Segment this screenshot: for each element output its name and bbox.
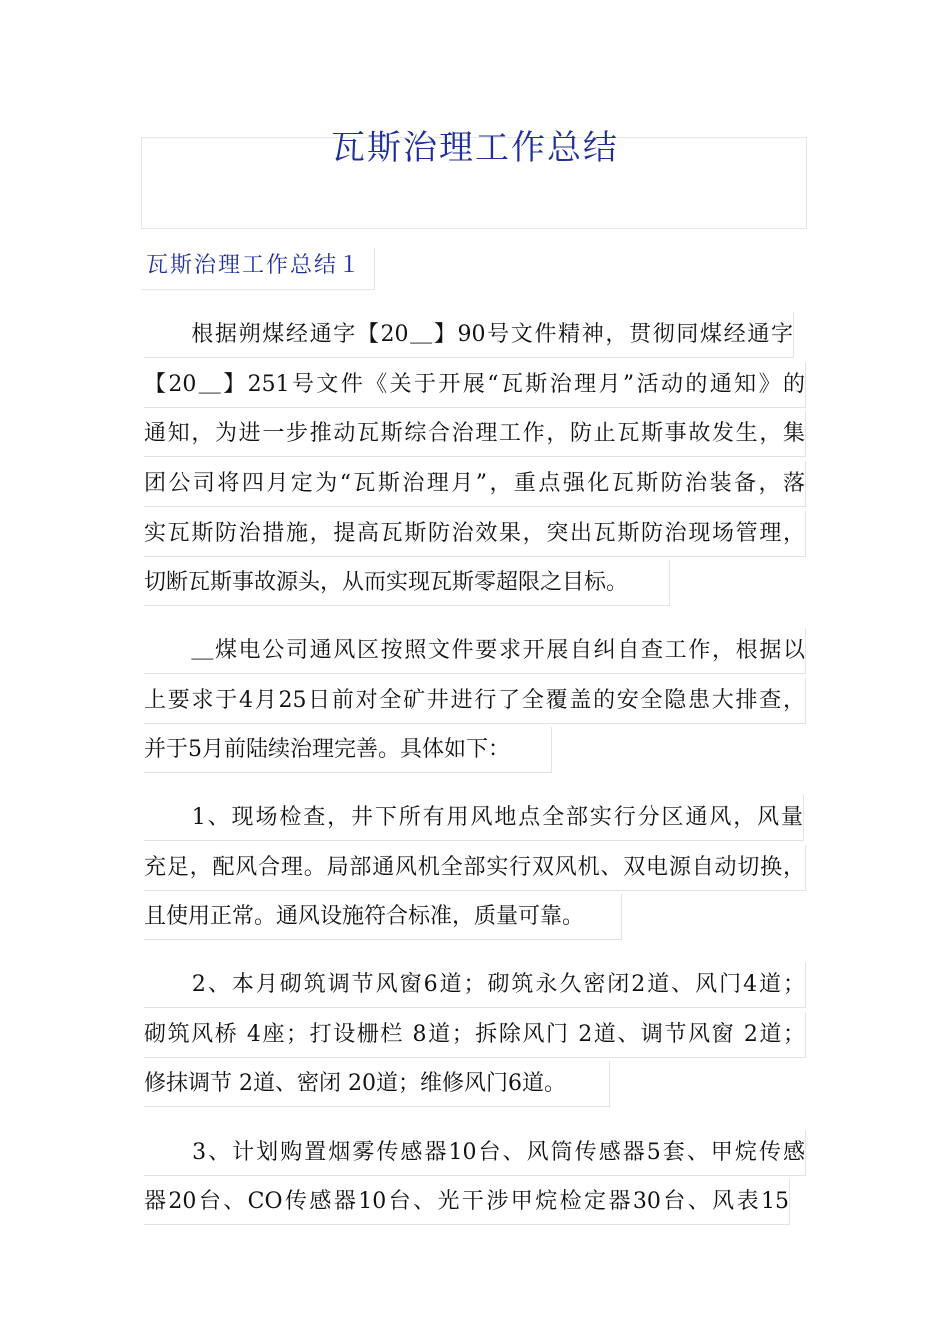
paragraph-1-line-4: 团公司将四月定为“瓦斯治理月”，重点强化瓦斯防治装备，落 [144,461,806,507]
paragraph-4-line-1: 2、本月砌筑调节风窗6道；砌筑永久密闭2道、风门4道； [144,962,806,1008]
paragraph-3-line-2: 充足，配风合理。局部通风机全部实行双风机、双电源自动切换， [144,845,806,891]
section-heading: 瓦斯治理工作总结１ [146,253,363,278]
paragraph-3-line-3: 且使用正常。通风设施符合标准，质量可靠。 [144,894,622,940]
paragraph-4-line-2: 砌筑风桥 4座；打设栅栏 8道；拆除风门 2道、调节风窗 2道； [144,1012,806,1058]
paragraph-4-line-3: 修抹调节 2道、密闭 20道；维修风门6道。 [144,1061,610,1107]
paragraph-1-line-3: 通知，为进一步推动瓦斯综合治理工作，防止瓦斯事故发生，集 [144,411,806,457]
paragraph-1-line-6: 切断瓦斯事故源头，从而实现瓦斯零超限之目标。 [144,560,670,606]
paragraph-1-line-1: 根据朔煤经通字【20＿】90号文件精神，贯彻同煤经通字 [144,312,794,358]
paragraph-1-line-2: 【20＿】251号文件《关于开展“瓦斯治理月”活动的通知》的 [144,362,806,408]
paragraph-2-line-3: 并于5月前陆续治理完善。具体如下： [144,727,552,773]
document-title: 瓦斯治理工作总结 [331,128,619,168]
paragraph-5-line-2: 器20台、CO传感器10台、光干涉甲烷检定器30台、风表15 [144,1179,790,1225]
paragraph-5-line-1: 3、计划购置烟雾传感器10台、风筒传感器5套、甲烷传感 [144,1130,806,1176]
paragraph-3-line-1: 1、现场检查，井下所有用风地点全部实行分区通风，风量 [144,795,804,841]
paragraph-2-line-1: ＿煤电公司通风区按照文件要求开展自纠自查工作，根据以 [144,628,806,674]
paragraph-1-line-5: 实瓦斯防治措施，提高瓦斯防治效果，突出瓦斯防治现场管理， [144,511,806,557]
paragraph-2-line-2: 上要求于4月25日前对全矿井进行了全覆盖的安全隐患大排查， [144,678,806,724]
